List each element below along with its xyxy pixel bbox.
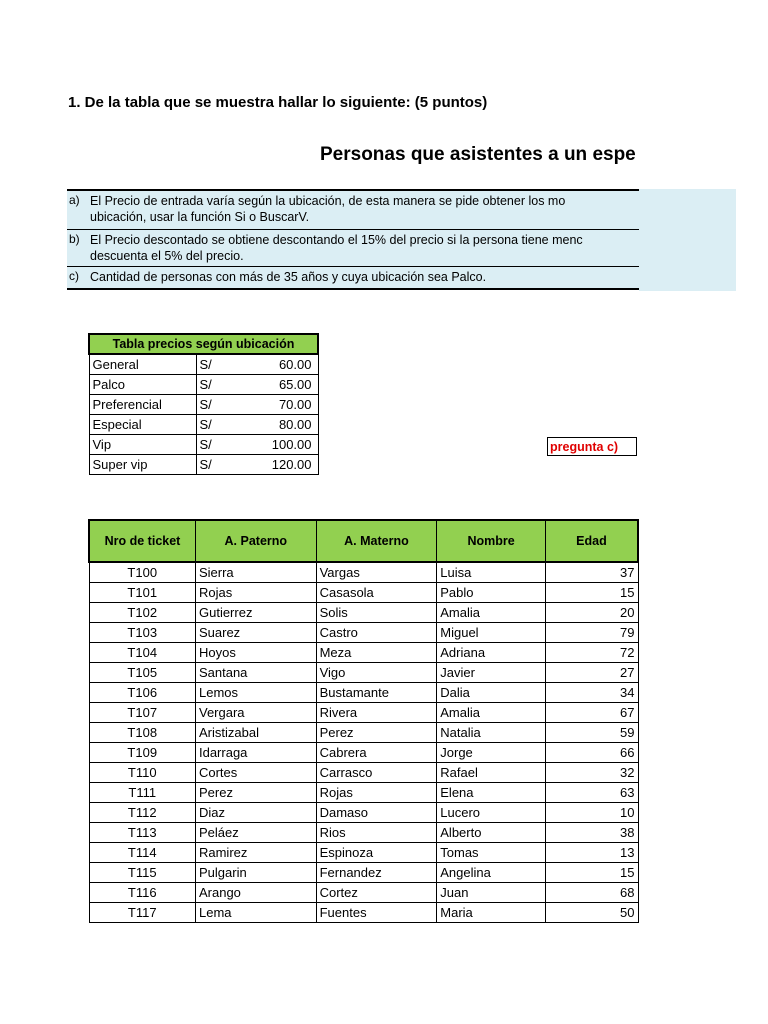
edad-cell[interactable]: 27 (545, 663, 638, 683)
price-value-cell[interactable]: 65.00 (243, 375, 319, 395)
table-row (89, 583, 638, 603)
question-text (90, 267, 639, 288)
price-row (89, 395, 318, 415)
col-header-edad[interactable]: Edad (545, 520, 638, 562)
table-row (89, 663, 638, 683)
price-row (89, 415, 318, 435)
ticket-cell[interactable]: T110 (89, 763, 195, 783)
ticket-cell[interactable]: T117 (89, 903, 195, 923)
question-line: Cantidad de personas con más de 35 años y cuya ubicación sea Palco. (90, 270, 487, 284)
edad-cell[interactable]: 37 (545, 562, 638, 583)
edad-cell[interactable]: 38 (545, 823, 638, 843)
table-row (89, 823, 638, 843)
edad-cell[interactable]: 79 (545, 623, 638, 643)
paterno-cell[interactable]: Arango (195, 883, 316, 903)
edad-cell[interactable]: 72 (545, 643, 638, 663)
col-header-ticket[interactable]: Nro de ticket (89, 520, 195, 562)
edad-cell[interactable]: 63 (545, 783, 638, 803)
question-overflow-bg (639, 189, 736, 291)
price-row (89, 375, 318, 395)
nombre-cell[interactable]: Dalia (437, 683, 546, 703)
question-line: El Precio descontado se obtiene descontando el 15% del precio si la persona tiene menc (90, 233, 583, 247)
ticket-cell[interactable]: T115 (89, 863, 195, 883)
price-location-cell[interactable]: Vip (89, 435, 196, 455)
ticket-cell[interactable]: T116 (89, 883, 195, 903)
price-location-cell[interactable]: Preferencial (89, 395, 196, 415)
price-value-cell[interactable]: 60.00 (243, 354, 319, 375)
paterno-cell[interactable]: Peláez (195, 823, 316, 843)
paterno-cell[interactable]: Lemos (195, 683, 316, 703)
attendees-header-row (89, 520, 638, 562)
nombre-cell[interactable]: Amalia (437, 703, 546, 723)
edad-cell[interactable]: 20 (545, 603, 638, 623)
col-header-paterno[interactable]: A. Paterno (195, 520, 316, 562)
price-currency-cell[interactable]: S/ (196, 455, 243, 475)
ticket-cell[interactable]: T100 (89, 562, 195, 583)
nombre-cell[interactable]: Adriana (437, 643, 546, 663)
nombre-cell[interactable]: Rafael (437, 763, 546, 783)
edad-cell[interactable]: 10 (545, 803, 638, 823)
edad-cell[interactable]: 67 (545, 703, 638, 723)
table-row (89, 603, 638, 623)
materno-cell[interactable]: Damaso (316, 803, 437, 823)
price-currency-cell[interactable]: S/ (196, 375, 243, 395)
pregunta-c-label[interactable]: pregunta c) (547, 437, 637, 456)
table-row (89, 783, 638, 803)
price-row (89, 455, 318, 475)
price-currency-cell[interactable]: S/ (196, 395, 243, 415)
paterno-cell[interactable]: Santana (195, 663, 316, 683)
table-row (89, 863, 638, 883)
paterno-cell[interactable]: Rojas (195, 583, 316, 603)
table-row (89, 683, 638, 703)
price-currency-cell[interactable]: S/ (196, 415, 243, 435)
nombre-cell[interactable]: Jorge (437, 743, 546, 763)
paterno-cell[interactable]: Pulgarin (195, 863, 316, 883)
attendees-table-body (89, 562, 638, 923)
price-value-cell[interactable]: 120.00 (243, 455, 319, 475)
question-text (90, 230, 639, 266)
table-row (89, 743, 638, 763)
nombre-cell[interactable]: Elena (437, 783, 546, 803)
materno-cell[interactable]: Rios (316, 823, 437, 843)
paterno-cell[interactable]: Gutierrez (195, 603, 316, 623)
question-letter: b) (69, 232, 80, 246)
ticket-cell[interactable]: T105 (89, 663, 195, 683)
paterno-cell[interactable]: Cortes (195, 763, 316, 783)
nombre-cell[interactable]: Javier (437, 663, 546, 683)
paterno-cell[interactable]: Diaz (195, 803, 316, 823)
paterno-cell[interactable]: Idarraga (195, 743, 316, 763)
questions-box (67, 189, 639, 290)
price-location-cell[interactable]: Super vip (89, 455, 196, 475)
question-c (67, 266, 639, 288)
edad-cell[interactable]: 66 (545, 743, 638, 763)
paterno-cell[interactable]: Hoyos (195, 643, 316, 663)
materno-cell[interactable]: Perez (316, 723, 437, 743)
price-value-cell[interactable]: 100.00 (243, 435, 319, 455)
materno-cell[interactable]: Fuentes (316, 903, 437, 923)
table-row (89, 643, 638, 663)
question-a (67, 191, 639, 229)
price-value-cell[interactable]: 80.00 (243, 415, 319, 435)
materno-cell[interactable]: Rivera (316, 703, 437, 723)
paterno-cell[interactable]: Aristizabal (195, 723, 316, 743)
col-header-materno[interactable]: A. Materno (316, 520, 437, 562)
table-row (89, 903, 638, 923)
paterno-cell[interactable]: Sierra (195, 562, 316, 583)
question-text (90, 191, 639, 229)
price-table (88, 333, 319, 475)
question-line: descuenta el 5% del precio. (90, 249, 244, 263)
price-location-cell[interactable]: General (89, 354, 196, 375)
nombre-cell[interactable]: Amalia (437, 603, 546, 623)
materno-cell[interactable]: Rojas (316, 783, 437, 803)
materno-cell[interactable]: Castro (316, 623, 437, 643)
nombre-cell[interactable]: Angelina (437, 863, 546, 883)
nombre-cell[interactable]: Miguel (437, 623, 546, 643)
nombre-cell[interactable]: Juan (437, 883, 546, 903)
attendees-table (88, 519, 639, 923)
question-line: El Precio de entrada varía según la ubicación, de esta manera se pide obtener los mo (90, 194, 566, 208)
price-location-cell[interactable]: Especial (89, 415, 196, 435)
question-line: ubicación, usar la función Si o BuscarV. (90, 210, 310, 224)
price-currency-cell[interactable]: S/ (196, 354, 243, 375)
price-table-title: Tabla precios según ubicación (89, 334, 318, 354)
ticket-cell[interactable]: T107 (89, 703, 195, 723)
price-table-body (89, 354, 318, 475)
ticket-cell[interactable]: T103 (89, 623, 195, 643)
table-row (89, 763, 638, 783)
materno-cell[interactable]: Cortez (316, 883, 437, 903)
table-row (89, 803, 638, 823)
ticket-cell[interactable]: T108 (89, 723, 195, 743)
ticket-cell[interactable]: T102 (89, 603, 195, 623)
table-row (89, 623, 638, 643)
price-currency-cell[interactable]: S/ (196, 435, 243, 455)
price-location-cell[interactable]: Palco (89, 375, 196, 395)
ticket-cell[interactable]: T106 (89, 683, 195, 703)
materno-cell[interactable]: Fernandez (316, 863, 437, 883)
price-row (89, 435, 318, 455)
materno-cell[interactable]: Solis (316, 603, 437, 623)
price-row (89, 354, 318, 375)
paterno-cell[interactable]: Vergara (195, 703, 316, 723)
edad-cell[interactable]: 32 (545, 763, 638, 783)
ticket-cell[interactable]: T101 (89, 583, 195, 603)
price-value-cell[interactable]: 70.00 (243, 395, 319, 415)
nombre-cell[interactable]: Natalia (437, 723, 546, 743)
col-header-nombre[interactable]: Nombre (437, 520, 546, 562)
table-row (89, 723, 638, 743)
edad-cell[interactable]: 59 (545, 723, 638, 743)
question-letter: c) (69, 269, 79, 283)
materno-cell[interactable]: Cabrera (316, 743, 437, 763)
nombre-cell[interactable]: Tomas (437, 843, 546, 863)
ticket-cell[interactable]: T113 (89, 823, 195, 843)
paterno-cell[interactable]: Lema (195, 903, 316, 923)
ticket-cell[interactable]: T104 (89, 643, 195, 663)
nombre-cell[interactable]: Pablo (437, 583, 546, 603)
nombre-cell[interactable]: Alberto (437, 823, 546, 843)
ticket-cell[interactable]: T109 (89, 743, 195, 763)
materno-cell[interactable]: Vigo (316, 663, 437, 683)
question-letter: a) (69, 193, 80, 207)
table-row (89, 562, 638, 583)
paterno-cell[interactable]: Ramirez (195, 843, 316, 863)
edad-cell[interactable]: 34 (545, 683, 638, 703)
materno-cell[interactable]: Meza (316, 643, 437, 663)
exercise-heading: 1. De la tabla que se muestra hallar lo siguiente: (5 puntos) (68, 94, 488, 111)
edad-cell[interactable]: 50 (545, 903, 638, 923)
materno-cell[interactable]: Bustamante (316, 683, 437, 703)
nombre-cell[interactable]: Luisa (437, 562, 546, 583)
materno-cell[interactable]: Carrasco (316, 763, 437, 783)
edad-cell[interactable]: 15 (545, 863, 638, 883)
ticket-cell[interactable]: T114 (89, 843, 195, 863)
ticket-cell[interactable]: T112 (89, 803, 195, 823)
materno-cell[interactable]: Vargas (316, 562, 437, 583)
table-row (89, 703, 638, 723)
edad-cell[interactable]: 68 (545, 883, 638, 903)
nombre-cell[interactable]: Maria (437, 903, 546, 923)
nombre-cell[interactable]: Lucero (437, 803, 546, 823)
question-b (67, 229, 639, 266)
ticket-cell[interactable]: T111 (89, 783, 195, 803)
edad-cell[interactable]: 13 (545, 843, 638, 863)
table-row (89, 843, 638, 863)
edad-cell[interactable]: 15 (545, 583, 638, 603)
materno-cell[interactable]: Espinoza (316, 843, 437, 863)
paterno-cell[interactable]: Perez (195, 783, 316, 803)
materno-cell[interactable]: Casasola (316, 583, 437, 603)
table-row (89, 883, 638, 903)
sheet-title: Personas que asistentes a un espe (320, 144, 636, 165)
paterno-cell[interactable]: Suarez (195, 623, 316, 643)
